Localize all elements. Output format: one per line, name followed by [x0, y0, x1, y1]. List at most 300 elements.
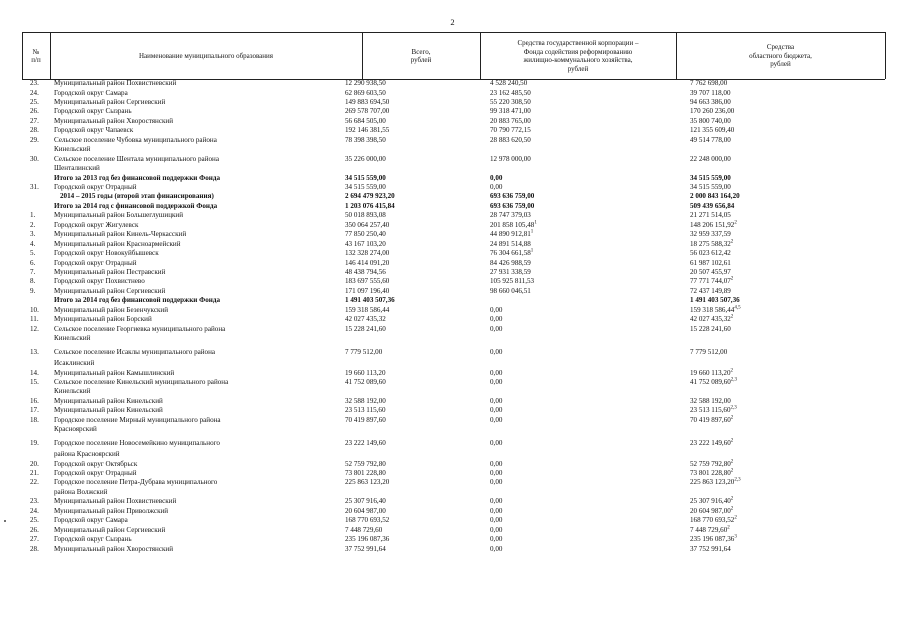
municipality-name-text: Муниципальный район Красноармейский: [54, 239, 181, 248]
row-number: [30, 211, 48, 221]
table-row: [0, 98, 905, 108]
fund-amount: [490, 240, 650, 250]
regional-amount-text: 32 959 337,59: [690, 230, 731, 239]
total-amount-text: 23 513 115,60: [345, 406, 386, 415]
scan-speck: [4, 520, 6, 522]
row-number: [30, 545, 48, 555]
municipality-name: [54, 211, 344, 221]
header-total: Всего, рублей: [410, 47, 432, 64]
row-number: [30, 535, 48, 545]
table-row: [0, 268, 905, 278]
regional-amount: [690, 183, 840, 193]
total-amount: [345, 306, 465, 316]
row-number-text: 1.: [30, 211, 36, 220]
regional-amount-text: 15 228 241,60: [690, 324, 731, 333]
municipality-name-text: Городской округ Отрадный: [54, 182, 137, 191]
municipality-name: [54, 202, 344, 212]
footnote-mark: 2: [730, 239, 734, 245]
total-amount-text: 159 318 586,44: [345, 305, 390, 314]
regional-amount: [690, 306, 840, 316]
regional-amount: [690, 98, 840, 108]
fund-amount-text: 201 858 105,48: [490, 220, 535, 229]
total-amount-text: 35 226 000,00: [345, 154, 386, 163]
total-amount-text: 19 660 113,20: [345, 368, 386, 377]
regional-amount: [690, 478, 840, 488]
table-row: [0, 259, 905, 269]
fund-amount: [490, 155, 650, 165]
municipality-name: [54, 526, 344, 536]
municipality-name: [54, 348, 344, 358]
regional-amount: [690, 221, 840, 231]
footnote-mark: 1: [534, 220, 537, 226]
fund-amount: [490, 306, 650, 316]
row-number: [30, 183, 48, 193]
table-row: [0, 425, 905, 435]
fund-amount-text: 0,00: [490, 173, 503, 182]
regional-amount: [690, 378, 840, 388]
total-amount: [345, 526, 465, 536]
row-number-text: 19.: [30, 438, 39, 447]
regional-amount-text: 7 448 729,60: [690, 525, 728, 534]
fund-amount-text: 28 747 379,03: [490, 211, 531, 220]
table-row: [0, 183, 905, 193]
total-amount-text: 77 850 250,40: [345, 230, 386, 239]
fund-amount: [490, 221, 650, 231]
total-amount: [345, 259, 465, 269]
total-amount: [345, 230, 465, 240]
fund-amount-text: 84 426 988,59: [490, 258, 531, 267]
total-amount: [345, 287, 465, 297]
regional-amount: [690, 348, 840, 358]
row-number: [30, 259, 48, 269]
regional-amount-text: 94 663 386,00: [690, 97, 731, 106]
fund-amount-text: 0,00: [490, 315, 503, 324]
fund-amount: [490, 259, 650, 269]
table-row: [0, 107, 905, 117]
footnote-mark: 2: [734, 515, 737, 521]
municipality-name: [54, 240, 344, 250]
fund-amount: [490, 315, 650, 325]
row-number: [30, 126, 48, 136]
regional-amount-text: 7 779 512,00: [690, 347, 728, 356]
municipality-name-text: Муниципальный район Борский: [54, 315, 152, 324]
regional-amount: [690, 174, 840, 184]
total-amount-text: 78 398 398,50: [345, 135, 386, 144]
total-amount-text: 168 770 693,52: [345, 516, 390, 525]
total-amount-text: 42 027 435,32: [345, 315, 386, 324]
fund-amount: [490, 136, 650, 146]
total-amount: [345, 516, 465, 526]
table-row: [0, 516, 905, 526]
municipality-name-text: Городской округ Отрадный: [54, 258, 137, 267]
fund-amount-text: 0,00: [490, 182, 503, 191]
municipality-name: [54, 230, 344, 240]
regional-amount-text: 41 752 089,60: [690, 377, 731, 386]
regional-amount-text: 52 759 792,80: [690, 459, 731, 468]
regional-amount: [690, 249, 840, 259]
row-number-text: 14.: [30, 368, 39, 377]
fund-amount: [490, 406, 650, 416]
total-amount-text: 23 222 149,60: [345, 438, 386, 447]
grid-line: [676, 32, 677, 79]
municipality-name-text: Сельское поселение Георгиевка муниципального района: [54, 324, 226, 333]
fund-amount-text: 0,00: [490, 535, 503, 544]
regional-amount: [690, 406, 840, 416]
row-number-text: 5.: [30, 249, 36, 258]
table-row: [0, 202, 905, 212]
table-row: [0, 315, 905, 325]
total-amount-text: 50 018 893,08: [345, 211, 386, 220]
regional-amount-text: 56 023 612,42: [690, 249, 731, 258]
regional-amount: [690, 155, 840, 165]
total-amount: [345, 497, 465, 507]
row-number: [30, 325, 48, 335]
table-row: [0, 145, 905, 155]
total-amount: [345, 315, 465, 325]
fund-amount-text: 0,00: [490, 478, 503, 487]
total-amount: [345, 98, 465, 108]
row-number-text: 28.: [30, 126, 39, 135]
footnote-mark: 2: [730, 438, 734, 444]
municipality-name: [54, 126, 344, 136]
fund-amount: [490, 348, 650, 358]
regional-amount: [690, 126, 840, 136]
total-amount-text: 149 883 694,50: [345, 97, 390, 106]
municipality-name: [54, 535, 344, 545]
grid-line: [480, 32, 481, 79]
footnote-mark: 2: [730, 314, 734, 320]
municipality-name: [54, 378, 344, 388]
total-amount: [345, 79, 465, 89]
fund-amount-text: 98 660 046,51: [490, 286, 531, 295]
row-number-text: 9.: [30, 286, 36, 295]
municipality-name-text: Городской округ Самара: [54, 88, 128, 97]
regional-amount-text: 23 222 149,60: [690, 438, 731, 447]
row-number-text: 25.: [30, 516, 39, 525]
municipality-name: [54, 259, 344, 269]
row-number: [30, 315, 48, 325]
total-amount: [345, 155, 465, 165]
total-amount: [345, 183, 465, 193]
row-number-text: 13.: [30, 347, 39, 356]
table-row: [0, 211, 905, 221]
municipality-name: [54, 478, 344, 488]
total-amount-text: 32 588 192,00: [345, 396, 386, 405]
row-number: [30, 478, 48, 488]
regional-amount-text: 61 987 102,61: [690, 258, 731, 267]
regional-amount-text: 21 271 514,05: [690, 211, 731, 220]
total-amount-text: 70 419 897,60: [345, 415, 386, 424]
row-number-text: 21.: [30, 469, 39, 477]
municipality-name: [54, 287, 344, 297]
regional-amount: [690, 526, 840, 536]
table-row: [0, 164, 905, 174]
header-fund: Средства государственной корпорации – Фонда содействия реформированию жилищно-коммунального хозяйства, рублей: [517, 39, 639, 73]
total-amount: [345, 136, 465, 146]
row-number-text: 27.: [30, 535, 39, 544]
fund-amount: [490, 460, 650, 470]
regional-amount-text: 23 513 115,60: [690, 406, 731, 415]
fund-amount-text: 0,00: [490, 406, 503, 415]
fund-amount-text: 0,00: [490, 324, 503, 333]
total-amount: [345, 378, 465, 388]
row-number-text: 20.: [30, 459, 39, 468]
table-row: [0, 507, 905, 517]
total-amount: [345, 221, 465, 231]
regional-amount-text: 170 260 236,00: [690, 107, 735, 116]
fund-amount-text: 693 636 759,00: [490, 192, 535, 201]
municipality-name-text: Городской округ Похвистнево: [54, 277, 145, 286]
fund-amount: [490, 478, 650, 488]
regional-amount: [690, 136, 840, 146]
fund-amount-text: 0,00: [490, 525, 503, 534]
fund-amount: [490, 89, 650, 99]
regional-amount: [690, 211, 840, 221]
table-row: [0, 287, 905, 297]
row-number-text: 26.: [30, 525, 39, 534]
total-amount-text: 1 203 076 415,84: [345, 201, 395, 210]
table-row: [0, 488, 905, 498]
row-number: [30, 369, 48, 379]
total-amount: [345, 478, 465, 488]
municipality-name: [54, 387, 344, 397]
total-amount-text: 73 801 228,80: [345, 469, 386, 477]
row-number-text: 23.: [30, 79, 39, 87]
table-row: [0, 450, 905, 460]
municipality-name-text: Итого за 2013 год без финансовой поддержки Фонда: [54, 173, 221, 182]
regional-amount-text: 168 770 693,52: [690, 516, 735, 525]
total-amount-text: 41 752 089,60: [345, 377, 386, 386]
row-number-text: 22.: [30, 478, 39, 487]
footnote-mark: 1: [530, 229, 534, 235]
table-row: [0, 277, 905, 287]
total-amount: [345, 369, 465, 379]
municipality-name: [54, 315, 344, 325]
grid-line: [362, 32, 363, 79]
municipality-name: [54, 469, 344, 479]
municipality-name-text: Городское поселение Петра-Дубрава муниципального: [54, 478, 218, 487]
regional-amount-text: 70 419 897,60: [690, 415, 731, 424]
row-number-text: 25.: [30, 97, 39, 106]
fund-amount-text: 0,00: [490, 469, 503, 477]
table-row: [0, 460, 905, 470]
municipality-name: [54, 89, 344, 99]
total-amount: [345, 545, 465, 555]
total-amount: [345, 416, 465, 426]
regional-amount: [690, 107, 840, 117]
regional-amount-text: 34 515 559,00: [690, 182, 731, 191]
fund-amount: [490, 230, 650, 240]
regional-amount-text: 34 515 559,00: [690, 173, 731, 182]
municipality-name-text: Кинельский: [54, 145, 91, 154]
total-amount: [345, 535, 465, 545]
municipality-name: [54, 107, 344, 117]
municipality-name-text: Городское поселение Новосемейкино муниципального: [54, 438, 220, 447]
municipality-name-text: района Красноярский: [54, 450, 120, 459]
municipality-name-text: Итого за 2014 год с финансовой поддержкой Фонда: [54, 201, 218, 210]
total-amount: [345, 211, 465, 221]
municipality-name-text: Муниципальный район Камышлинский: [54, 368, 175, 377]
municipality-name-text: Муниципальный район Кинельский: [54, 396, 163, 405]
fund-amount-text: 70 790 772,15: [490, 126, 531, 135]
total-amount: [345, 406, 465, 416]
fund-amount: [490, 416, 650, 426]
table-row: [0, 126, 905, 136]
footnote-mark: 1: [530, 248, 534, 254]
fund-amount: [490, 174, 650, 184]
municipality-name-text: Муниципальный район Похвистневский: [54, 79, 177, 87]
municipality-name: [54, 488, 344, 498]
row-number: [30, 249, 48, 259]
total-amount: [345, 126, 465, 136]
fund-amount: [490, 439, 650, 449]
total-amount-text: 12 290 938,50: [345, 79, 386, 87]
fund-amount: [490, 507, 650, 517]
table-row: [0, 545, 905, 555]
row-number: [30, 460, 48, 470]
row-number-text: 8.: [30, 277, 36, 286]
row-number: [30, 516, 48, 526]
regional-amount: [690, 277, 840, 287]
fund-amount-text: 55 220 308,50: [490, 97, 531, 106]
regional-amount: [690, 202, 840, 212]
row-number-text: 10.: [30, 305, 39, 314]
table-row: [0, 192, 905, 202]
row-number: [30, 277, 48, 287]
table-row: [0, 378, 905, 388]
row-number-text: 3.: [30, 230, 36, 239]
total-amount-text: 235 196 087,36: [345, 535, 390, 544]
row-number-text: 6.: [30, 258, 36, 267]
regional-amount-text: 73 801 228,80: [690, 469, 731, 477]
row-number-text: 29.: [30, 135, 39, 144]
page-number: 2: [450, 17, 455, 27]
municipality-name: [54, 98, 344, 108]
footnote-mark: 2: [730, 415, 734, 421]
row-number: [30, 221, 48, 231]
municipality-name-text: Городской округ Сызрань: [54, 535, 132, 544]
municipality-name: [54, 277, 344, 287]
regional-amount-text: 2 000 843 164,20: [690, 192, 740, 201]
municipality-name-text: Муниципальный район Хворостянский: [54, 116, 174, 125]
total-amount: [345, 439, 465, 449]
municipality-name-text: Сельское поселение Кинельский муниципального района: [54, 377, 229, 386]
row-number: [30, 230, 48, 240]
table-row: [0, 306, 905, 316]
regional-amount: [690, 240, 840, 250]
total-amount: [345, 469, 465, 479]
row-number-text: 24.: [30, 88, 39, 97]
municipality-name: [54, 221, 344, 231]
total-amount: [345, 202, 465, 212]
total-amount-text: 15 228 241,60: [345, 324, 386, 333]
regional-amount: [690, 296, 840, 306]
fund-amount: [490, 268, 650, 278]
footnote-mark: 2: [730, 459, 734, 465]
municipality-name-text: Городской округ Самара: [54, 516, 128, 525]
fund-amount-text: 76 304 661,58: [490, 249, 531, 258]
fund-amount: [490, 325, 650, 335]
municipality-name: [54, 359, 344, 369]
row-number-text: 23.: [30, 497, 39, 506]
municipality-name: [54, 117, 344, 127]
row-number-text: 4.: [30, 239, 36, 248]
regional-amount-text: 1 491 403 507,36: [690, 296, 740, 305]
regional-amount-text: 121 355 609,40: [690, 126, 735, 135]
row-number: [30, 240, 48, 250]
table-row: [0, 406, 905, 416]
total-amount-text: 350 064 257,40: [345, 220, 390, 229]
municipality-name: [54, 425, 344, 435]
fund-amount-text: 0,00: [490, 506, 503, 515]
fund-amount-text: 4 528 240,50: [490, 79, 528, 87]
regional-amount: [690, 315, 840, 325]
footnote-mark: 2: [730, 468, 734, 474]
municipality-name: [54, 406, 344, 416]
fund-amount-text: 693 636 759,00: [490, 201, 535, 210]
municipality-name: [54, 155, 344, 165]
row-number: [30, 155, 48, 165]
row-number-text: 11.: [30, 315, 39, 324]
fund-amount: [490, 107, 650, 117]
fund-amount: [490, 535, 650, 545]
regional-amount: [690, 369, 840, 379]
row-number-text: 7.: [30, 268, 36, 276]
municipality-name-text: Муниципальный район Приволжский: [54, 506, 169, 515]
regional-amount-text: 35 800 740,00: [690, 116, 731, 125]
total-amount: [345, 325, 465, 335]
municipality-name: [54, 136, 344, 146]
municipality-name-text: Шенталинский: [54, 164, 100, 172]
row-number-text: 16.: [30, 396, 39, 405]
fund-amount-text: 0,00: [490, 305, 503, 314]
footnote-mark: 2: [730, 277, 734, 283]
municipality-name-text: Муниципальный район Пестравский: [54, 268, 166, 276]
total-amount: [345, 296, 465, 306]
grid-line: [22, 32, 23, 79]
regional-amount-text: 7 762 698,00: [690, 79, 728, 87]
fund-amount-text: 27 931 338,59: [490, 268, 531, 276]
total-amount-text: 34 515 559,00: [345, 182, 386, 191]
fund-amount: [490, 287, 650, 297]
regional-amount-text: 18 275 588,32: [690, 239, 731, 248]
footnote-mark: 2: [730, 368, 734, 374]
total-amount: [345, 507, 465, 517]
footnote-mark: 4,5: [734, 305, 741, 311]
regional-amount-text: 225 863 123,20: [690, 478, 735, 487]
municipality-name: [54, 416, 344, 426]
footnote-mark: 2,3: [730, 405, 737, 411]
regional-amount-text: 235 196 087,36: [690, 535, 735, 544]
table-row: [0, 221, 905, 231]
row-number-text: 27.: [30, 116, 39, 125]
municipality-name-text: Городской округ Октябрьск: [54, 459, 138, 468]
footnote-mark: 2: [730, 496, 734, 502]
footnote-mark: 2: [730, 506, 734, 512]
grid-line: [885, 32, 886, 79]
fund-amount-text: 24 891 514,88: [490, 239, 531, 248]
municipality-name-text: Сельское поселение Шентала муниципального района: [54, 154, 219, 163]
regional-amount: [690, 192, 840, 202]
total-amount-text: 171 097 196,40: [345, 286, 390, 295]
table-row: [0, 497, 905, 507]
total-amount-text: 132 328 274,00: [345, 249, 390, 258]
municipality-name-text: района Волжский: [54, 487, 108, 496]
municipality-name: [54, 369, 344, 379]
municipality-name-text: Итого за 2014 год без финансовой поддержки Фонда: [54, 296, 221, 305]
table-row: [0, 174, 905, 184]
municipality-name: [54, 497, 344, 507]
